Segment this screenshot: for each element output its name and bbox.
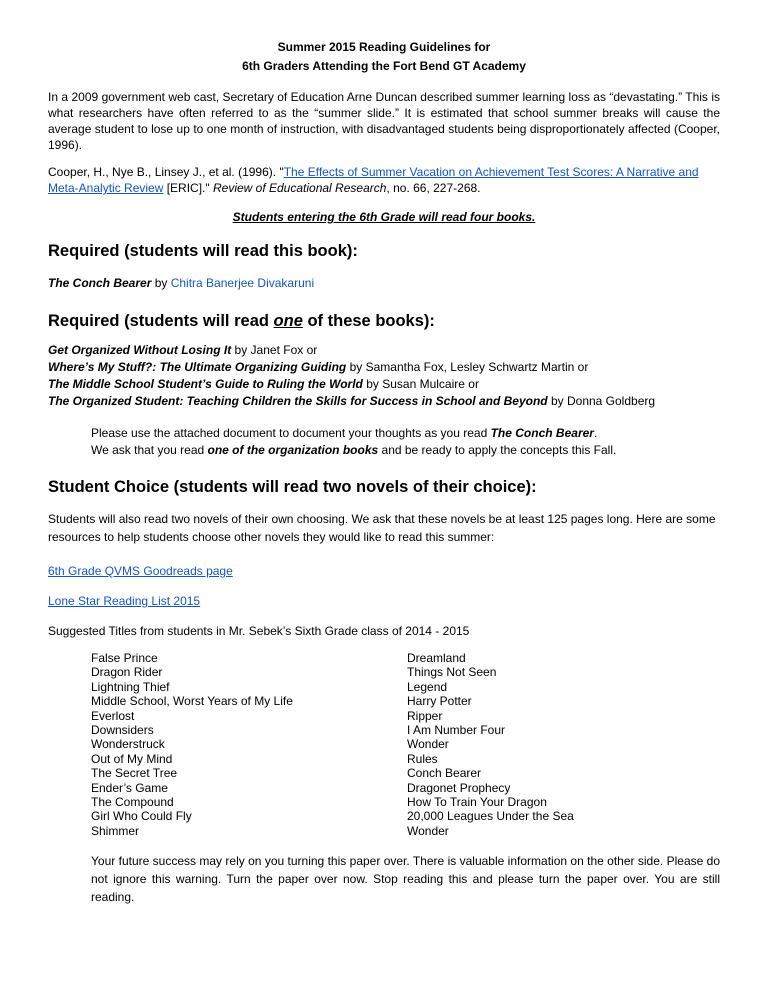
suggested-title: Rules: [407, 751, 438, 766]
suggested-title: Everlost: [91, 708, 135, 723]
citation-suffix: , no. 66, 227-268.: [386, 181, 481, 195]
author-link[interactable]: Chitra Banerjee Divakaruni: [170, 276, 315, 290]
book-title: Where’s My Stuff?: The Ultimate Organizing Guiding: [48, 360, 347, 374]
suggested-title: Girl Who Could Fly: [91, 809, 192, 824]
book-title: Get Organized Without Losing It: [48, 343, 232, 357]
student-choice-heading: Student Choice (students will read two novels of their choice):: [48, 478, 537, 496]
citation-eric: [ERIC].": [163, 181, 213, 195]
suggested-title: Harry Potter: [407, 694, 472, 709]
citation: [48, 164, 720, 196]
suggested-column-right: [407, 651, 657, 838]
instruction-text-end: and be ready to apply the concepts this Fall.: [378, 443, 617, 457]
suggested-title: Wonder: [407, 823, 449, 838]
suggested-title: Dreamland: [407, 651, 466, 665]
book-author: by Samantha Fox, Lesley Schwartz Martin or: [346, 360, 589, 374]
citation-journal: Review of Educational Research: [212, 181, 387, 195]
suggested-title: Legend: [407, 679, 448, 694]
suggested-title: Lightning Thief: [91, 679, 170, 694]
citation-prefix: Cooper, H., Nye B., Linsey J., et al. (1996). ": [48, 165, 284, 179]
required-book-line: [48, 275, 720, 291]
instruction-emphasis: one of the organization books: [207, 443, 379, 457]
suggested-title: The Secret Tree: [91, 766, 178, 781]
document-page: [48, 0, 720, 906]
suggested-titles-label: Suggested Titles from students in Mr. Sebek’s Sixth Grade class of 2014 - 2015: [48, 624, 470, 638]
list-item: [48, 359, 720, 376]
student-choice-paragraph: Students will also read two novels of their own choosing. We ask that these novels be at least 125 pages long. Here are some resources to help students choose other novels they would like to read this summer:: [48, 512, 716, 544]
intro-paragraph: In a 2009 government web cast, Secretary of Education Arne Duncan described summer learning loss as “devastating.” This is what researchers have often referred to as the “summer slide.” It is estimated that school summer breaks will cause the average student to lose up to one month of instruction, with disadvantaged students being disproportionately affected (Cooper, 1996).: [48, 90, 720, 152]
book-author: by Janet Fox or: [231, 343, 318, 357]
instructions-block: [91, 425, 720, 459]
required-single-heading: Required (students will read this book):: [48, 242, 358, 260]
instruction-line-1: [91, 425, 720, 442]
suggested-title: Conch Bearer: [407, 766, 482, 781]
instruction-book-title: The Conch Bearer: [490, 426, 594, 440]
suggested-title: Wonderstruck: [91, 737, 165, 752]
goodreads-link[interactable]: 6th Grade QVMS Goodreads page: [48, 564, 233, 578]
page-title: [48, 38, 720, 76]
citation-link[interactable]: The Effects of Summer Vacation on Achievement Test Scores: A Narrative and Meta-Analytic Review: [48, 165, 699, 195]
required-choice-heading: [48, 311, 720, 331]
suggested-title: I Am Number Four: [407, 723, 506, 738]
heading-suffix: of these books):: [302, 312, 435, 330]
turn-over-note: Your future success may rely on you turning this paper over. There is valuable information on the other side. Please do not ignore this warning. Turn the paper over now. Stop reading this and please turn the paper over. You are still reading.: [91, 854, 720, 905]
heading-emph: one: [273, 312, 303, 330]
suggested-column-left: [91, 651, 407, 838]
suggested-title: Out of My Mind: [91, 751, 173, 766]
book-author: by Susan Mulcaire or: [362, 377, 479, 391]
suggested-title: 20,000 Leagues Under the Sea: [407, 809, 574, 824]
suggested-title: Wonder: [407, 737, 449, 752]
instruction-text: We ask that you read: [91, 443, 208, 457]
suggested-title: Ender’s Game: [91, 780, 168, 795]
book-title: The Middle School Student’s Guide to Ruling the World: [48, 377, 363, 391]
title-line-1: Summer 2015 Reading Guidelines for: [277, 40, 491, 54]
instruction-period: .: [593, 426, 598, 440]
lone-star-link[interactable]: Lone Star Reading List 2015: [48, 594, 201, 608]
suggested-title: Dragonet Prophecy: [407, 780, 511, 795]
instruction-text: Please use the attached document to document your thoughts as you read: [91, 426, 491, 440]
suggested-title: Ripper: [407, 708, 443, 723]
book-author: by Donna Goldberg: [547, 394, 656, 408]
by-text: by: [151, 276, 171, 290]
suggested-title: False Prince: [91, 651, 158, 665]
list-item: [48, 393, 720, 410]
four-books-notice: Students entering the 6th Grade will read four books.: [232, 210, 536, 224]
suggested-title: How To Train Your Dragon: [407, 795, 547, 810]
suggested-title: Things Not Seen: [407, 665, 497, 680]
suggested-title: Shimmer: [91, 823, 140, 838]
suggested-titles-columns: [91, 651, 720, 838]
suggested-title: Downsiders: [91, 723, 154, 738]
list-item: [48, 342, 720, 359]
title-line-2: 6th Graders Attending the Fort Bend GT Academy: [242, 59, 526, 73]
book-title: The Organized Student: Teaching Children the Skills for Success in School and Beyond: [48, 394, 548, 408]
suggested-title: The Compound: [91, 795, 174, 810]
suggested-title: Middle School, Worst Years of My Life: [91, 694, 293, 709]
organization-book-list: [48, 342, 720, 410]
heading-prefix: Required (students will read: [48, 312, 274, 330]
list-item: [48, 376, 720, 393]
conch-bearer-title: The Conch Bearer: [48, 276, 152, 290]
suggested-title: Dragon Rider: [91, 665, 163, 680]
instruction-line-2: [91, 442, 720, 459]
